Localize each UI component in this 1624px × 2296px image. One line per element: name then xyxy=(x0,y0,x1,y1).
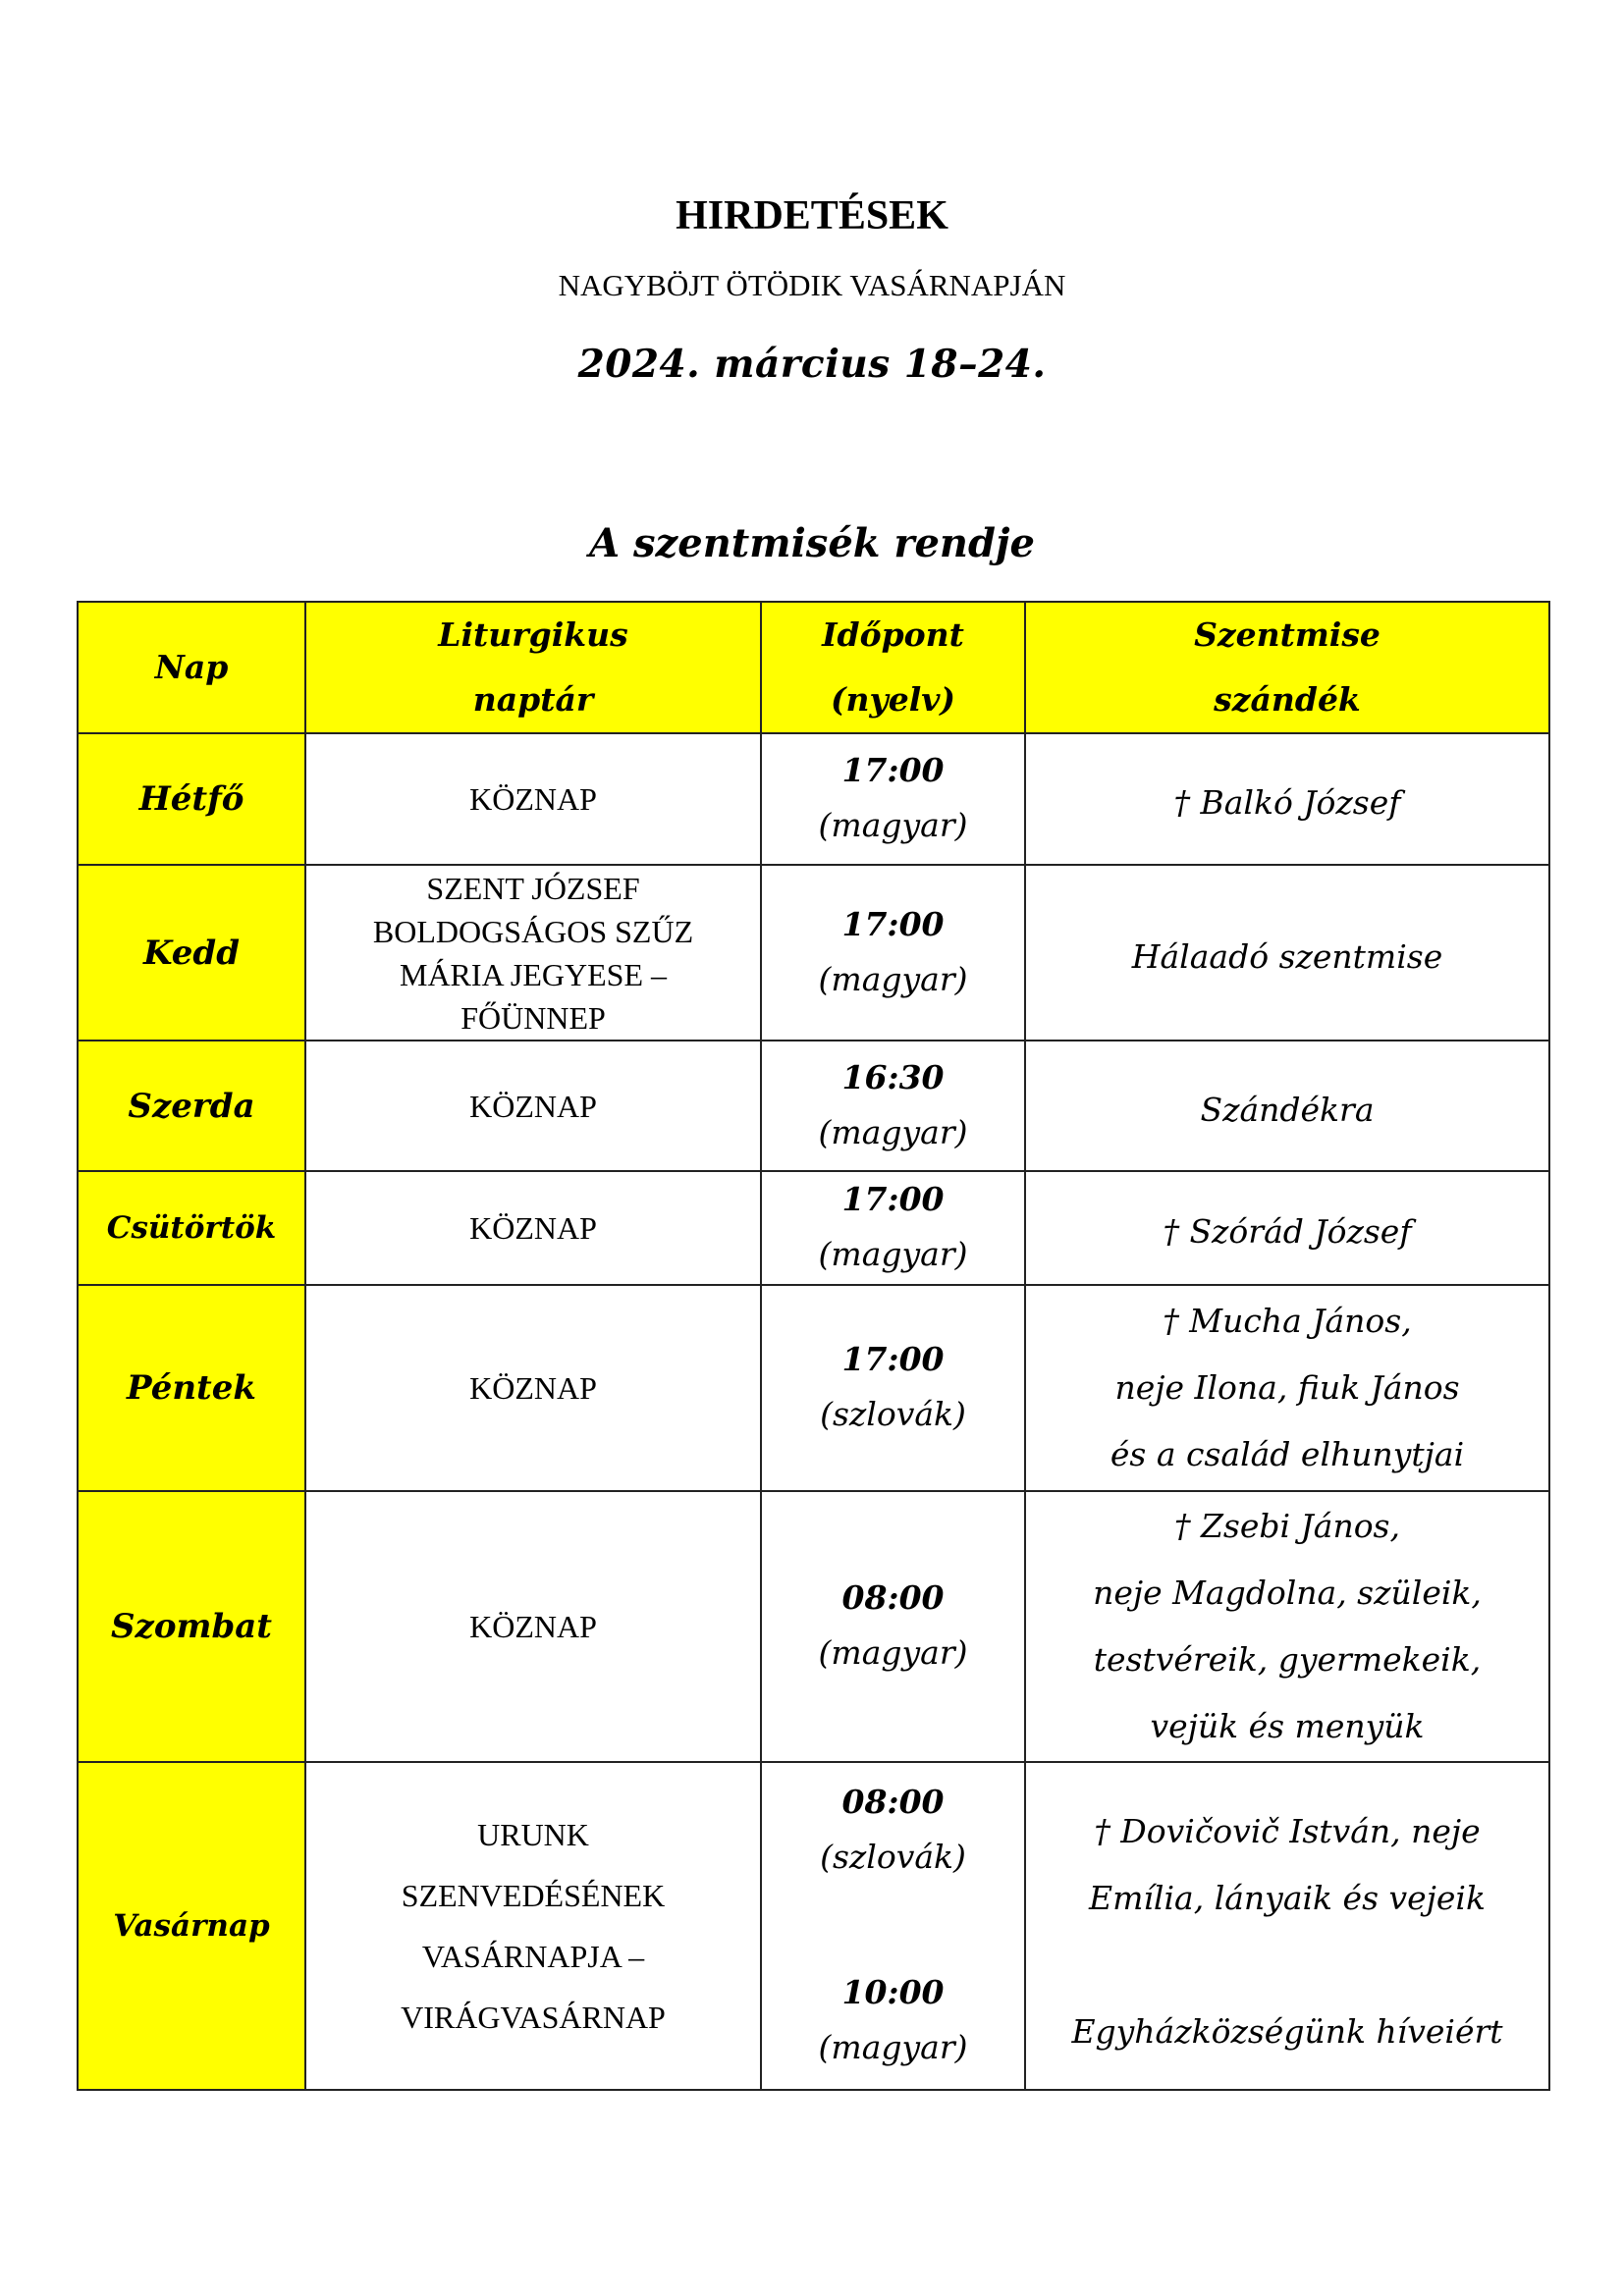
intention-cell xyxy=(1025,733,1549,865)
intention-text xyxy=(1026,1787,1548,2065)
spacer xyxy=(762,1887,1024,1965)
liturgical-line: FŐÜNNEP xyxy=(460,999,606,1036)
intention-cell xyxy=(1025,1491,1549,1762)
section-title: A szentmisék rendje xyxy=(589,520,1035,566)
day-cell: Péntek xyxy=(78,1285,305,1491)
table-header-row xyxy=(78,602,1549,733)
intention-line: † Balkó József xyxy=(1173,783,1401,822)
mass-language: (magyar) xyxy=(818,959,968,998)
document-title: HIRDETÉSEK xyxy=(676,193,948,239)
intention-text xyxy=(1026,1493,1548,1760)
intention-line: és a család elhunytjai xyxy=(1110,1435,1465,1473)
intention-cell xyxy=(1025,1762,1549,2090)
day-cell: Szombat xyxy=(78,1491,305,1762)
liturgical-line: BOLDOGSÁGOS SZŰZ xyxy=(372,913,694,949)
intention-text xyxy=(1026,1288,1548,1488)
intention-line: Emília, lányaik és vejeik xyxy=(1089,1879,1486,1917)
intention-cell xyxy=(1025,865,1549,1041)
table-row xyxy=(78,733,1549,865)
day-cell: Szerda xyxy=(78,1041,305,1171)
liturgical-cell xyxy=(305,1041,761,1171)
liturgical-line: URUNK xyxy=(477,1817,589,1852)
intention-line xyxy=(1026,1932,1548,1999)
mass-time: 10:00 xyxy=(841,1973,945,2011)
table-row xyxy=(78,1762,1549,2090)
mass-language: (magyar) xyxy=(818,806,968,844)
time-cell xyxy=(761,1762,1025,2090)
intention-line: Szándékra xyxy=(1200,1090,1375,1129)
intention-cell xyxy=(1025,1285,1549,1491)
liturgical-cell xyxy=(305,865,761,1041)
intention-text xyxy=(1026,1069,1548,1144)
intention-line: neje Ilona, fiuk János xyxy=(1114,1368,1460,1407)
day-cell: Kedd xyxy=(78,865,305,1041)
mass-time: 17:00 xyxy=(841,1340,945,1378)
intention-text xyxy=(1026,762,1548,836)
liturgical-line: VASÁRNAPJA – xyxy=(421,1939,645,1974)
liturgical-line: KÖZNAP xyxy=(469,1609,597,1644)
mass-language: (magyar) xyxy=(818,1235,968,1273)
time-cell xyxy=(761,733,1025,865)
column-header-time: Időpont (nyelv) xyxy=(761,602,1025,733)
mass-time: 17:00 xyxy=(841,904,945,943)
liturgical-line: SZENVEDÉSÉNEK xyxy=(401,1878,666,1913)
mass-time: 17:00 xyxy=(841,1180,945,1218)
mass-language: (magyar) xyxy=(818,1112,968,1151)
intention-line: Hálaadó szentmise xyxy=(1131,936,1443,976)
liturgical-cell xyxy=(305,1285,761,1491)
mass-time: 08:00 xyxy=(841,1578,945,1617)
time-cell xyxy=(761,1171,1025,1285)
mass-language: (magyar) xyxy=(818,2028,968,2066)
mass-time: 16:30 xyxy=(841,1057,945,1096)
liturgical-cell xyxy=(305,1762,761,2090)
mass-time: 08:00 xyxy=(841,1783,945,1821)
intention-line: Egyházközségünk híveiért xyxy=(1071,2012,1503,2051)
mass-schedule-table xyxy=(77,601,1550,2091)
intention-line: † Zsebi János, xyxy=(1173,1507,1400,1545)
liturgical-line: KÖZNAP xyxy=(469,1210,597,1246)
mass-language: (szlovák) xyxy=(820,1395,966,1433)
liturgical-line: SZENT JÓZSEF xyxy=(426,870,640,906)
liturgical-cell xyxy=(305,733,761,865)
intention-line: testvéreik, gyermekeik, xyxy=(1093,1640,1482,1679)
liturgical-line: KÖZNAP xyxy=(469,1088,597,1124)
liturgical-line: KÖZNAP xyxy=(469,1370,597,1406)
liturgical-cell xyxy=(305,1171,761,1285)
liturgical-line: KÖZNAP xyxy=(469,781,597,817)
time-cell xyxy=(761,1285,1025,1491)
day-cell: Vasárnap xyxy=(78,1762,305,2090)
time-cell xyxy=(761,1491,1025,1762)
liturgical-cell xyxy=(305,1491,761,1762)
intention-cell xyxy=(1025,1041,1549,1171)
day-cell: Hétfő xyxy=(78,733,305,865)
table-row xyxy=(78,865,1549,1041)
table-row xyxy=(78,1491,1549,1762)
intention-line: † Szórád József xyxy=(1163,1212,1412,1251)
intention-line: neje Magdolna, szüleik, xyxy=(1093,1574,1482,1612)
column-header-day: Nap xyxy=(78,602,305,733)
column-header-liturgical: Liturgikus naptár xyxy=(305,602,761,733)
document-subtitle: NAGYBÖJT ÖTÖDIK VASÁRNAPJÁN xyxy=(558,268,1066,302)
intention-line: vejük és menyük xyxy=(1150,1707,1425,1745)
column-header-intention: Szentmise szándék xyxy=(1025,602,1549,733)
time-cell xyxy=(761,865,1025,1041)
intention-cell xyxy=(1025,1171,1549,1285)
date-range: 2024. március 18–24. xyxy=(577,342,1047,387)
table-row xyxy=(78,1041,1549,1171)
intention-text xyxy=(1026,1191,1548,1265)
time-cell xyxy=(761,1041,1025,1171)
intention-text xyxy=(1026,916,1548,990)
mass-language: (magyar) xyxy=(818,1633,968,1672)
table-row xyxy=(78,1285,1549,1491)
mass-time: 17:00 xyxy=(841,751,945,789)
liturgical-line: VIRÁGVASÁRNAP xyxy=(401,2000,666,2035)
liturgical-line: MÁRIA JEGYESE – xyxy=(399,956,667,992)
day-cell: Csütörtök xyxy=(78,1171,305,1285)
mass-language: (szlovák) xyxy=(820,1838,966,1876)
intention-line: † Dovičovič István, neje xyxy=(1094,1812,1481,1850)
intention-line: † Mucha János, xyxy=(1163,1302,1412,1340)
table-row xyxy=(78,1171,1549,1285)
